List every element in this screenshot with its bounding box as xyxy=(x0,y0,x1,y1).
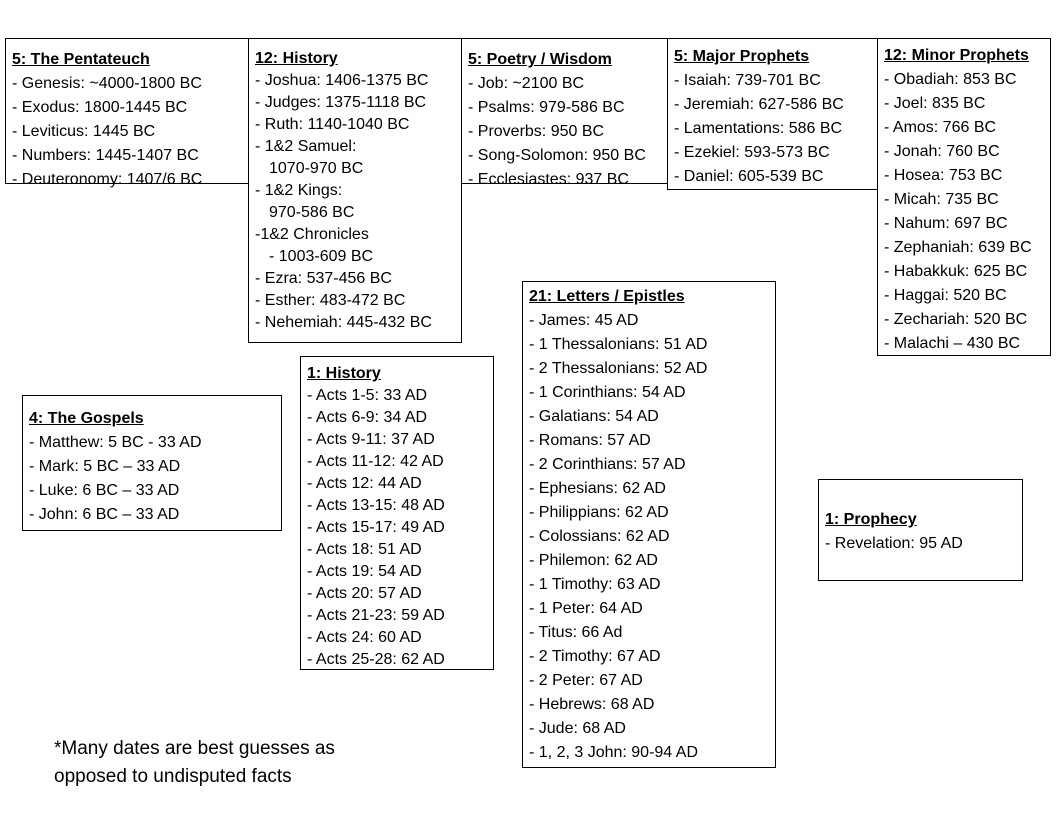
pentateuch-box xyxy=(5,38,249,188)
list-item: - Daniel: 605-539 BC xyxy=(674,168,824,185)
minor-prophets-title: 12: Minor Prophets xyxy=(884,47,1029,64)
list-item: - 1&2 Samuel: xyxy=(255,138,357,155)
list-item: - Acts 9-11: 37 AD xyxy=(307,431,435,448)
list-item: - Haggai: 520 BC xyxy=(884,287,1007,304)
list-item: - Genesis: ~4000-1800 BC xyxy=(12,75,202,92)
list-item: - Malachi – 430 BC xyxy=(884,335,1021,352)
list-item: - Colossians: 62 AD xyxy=(529,528,670,545)
list-item: - 2 Corinthians: 57 AD xyxy=(529,456,686,473)
list-item: - Hebrews: 68 AD xyxy=(529,696,655,713)
list-item: - Lamentations: 586 BC xyxy=(674,120,843,137)
list-item: - 1&2 Kings: xyxy=(255,182,343,199)
list-item: - Revelation: 95 AD xyxy=(825,535,963,552)
list-item: - Micah: 735 BC xyxy=(884,191,999,208)
history-nt-title: 1: History xyxy=(307,365,381,382)
list-item: - Acts 12: 44 AD xyxy=(307,475,422,492)
list-item: - Acts 15-17: 49 AD xyxy=(307,519,445,536)
list-item: - Zephaniah: 639 BC xyxy=(884,239,1032,256)
list-item: - Acts 19: 54 AD xyxy=(307,563,422,580)
list-item: - Jude: 68 AD xyxy=(529,720,626,737)
list-item: - Acts 1-5: 33 AD xyxy=(307,387,428,404)
list-item: - Ezra: 537-456 BC xyxy=(255,270,392,287)
list-item: - Acts 6-9: 34 AD xyxy=(307,409,428,426)
list-item: - James: 45 AD xyxy=(529,312,639,329)
prophecy-box xyxy=(818,479,1023,581)
list-item: - 1 Thessalonians: 51 AD xyxy=(529,336,708,353)
list-item: - Romans: 57 AD xyxy=(529,432,651,449)
list-item: - Acts 21-23: 59 AD xyxy=(307,607,445,624)
list-item: -1&2 Chronicles xyxy=(255,226,369,243)
list-item: - Zechariah: 520 BC xyxy=(884,311,1028,328)
list-item: 1070-970 BC xyxy=(269,160,364,177)
list-item: - Philemon: 62 AD xyxy=(529,552,658,569)
list-item: - Acts 18: 51 AD xyxy=(307,541,422,558)
major-prophets-title: 5: Major Prophets xyxy=(674,48,810,65)
list-item: - 1, 2, 3 John: 90-94 AD xyxy=(529,744,698,761)
list-item: - Jeremiah: 627-586 BC xyxy=(674,96,844,113)
list-item: - Nehemiah: 445-432 BC xyxy=(255,314,432,331)
list-item: - Leviticus: 1445 BC xyxy=(12,123,156,140)
minor-prophets-box xyxy=(877,38,1051,356)
list-item: 970-586 BC xyxy=(269,204,355,221)
list-item: - Song-Solomon: 950 BC xyxy=(468,147,646,164)
list-item: - Ruth: 1140-1040 BC xyxy=(255,116,410,133)
list-item: - Habakkuk: 625 BC xyxy=(884,263,1028,280)
list-item: - 1 Timothy: 63 AD xyxy=(529,576,661,593)
list-item: - Isaiah: 739-701 BC xyxy=(674,72,821,89)
list-item: - Job: ~2100 BC xyxy=(468,75,585,92)
list-item: - Nahum: 697 BC xyxy=(884,215,1008,232)
list-item: - Jonah: 760 BC xyxy=(884,143,1000,160)
history-ot-box xyxy=(248,38,462,343)
history-ot-title: 12: History xyxy=(255,50,338,67)
pentateuch-title: 5: The Pentateuch xyxy=(12,51,150,68)
footnote-line-2: opposed to undisputed facts xyxy=(54,766,292,787)
poetry-box xyxy=(461,38,668,188)
list-item: - Judges: 1375-1118 BC xyxy=(255,94,427,111)
list-item: - Hosea: 753 BC xyxy=(884,167,1003,184)
list-item: - Ezekiel: 593-573 BC xyxy=(674,144,830,161)
list-item: - Amos: 766 BC xyxy=(884,119,997,136)
list-item: - John: 6 BC – 33 AD xyxy=(29,506,180,523)
list-item: - Ephesians: 62 AD xyxy=(529,480,666,497)
list-item: - Joshua: 1406-1375 BC xyxy=(255,72,429,89)
prophecy-title: 1: Prophecy xyxy=(825,511,917,528)
list-item: - Numbers: 1445-1407 BC xyxy=(12,147,199,164)
list-item: - Deuteronomy: 1407/6 BC xyxy=(12,171,203,188)
list-item: - Philippians: 62 AD xyxy=(529,504,669,521)
list-item: - Acts 24: 60 AD xyxy=(307,629,422,646)
list-item: - Proverbs: 950 BC xyxy=(468,123,605,140)
list-item: - 1 Corinthians: 54 AD xyxy=(529,384,686,401)
list-item: - 2 Peter: 67 AD xyxy=(529,672,643,689)
list-item: - Titus: 66 Ad xyxy=(529,624,623,641)
list-item: - Mark: 5 BC – 33 AD xyxy=(29,458,181,475)
poetry-title: 5: Poetry / Wisdom xyxy=(468,51,612,68)
list-item: - Acts 25-28: 62 AD xyxy=(307,651,445,668)
footnote xyxy=(54,735,335,791)
list-item: - 2 Timothy: 67 AD xyxy=(529,648,661,665)
list-item: - Ecclesiastes: 937 BC xyxy=(468,171,629,188)
list-item: - Matthew: 5 BC - 33 AD xyxy=(29,434,202,451)
list-item: - Luke: 6 BC – 33 AD xyxy=(29,482,180,499)
history-nt-box xyxy=(300,356,494,670)
major-prophets-box xyxy=(667,38,878,190)
list-item: - Psalms: 979-586 BC xyxy=(468,99,625,116)
list-item: - Galatians: 54 AD xyxy=(529,408,659,425)
list-item: - Acts 13-15: 48 AD xyxy=(307,497,445,514)
list-item: - Exodus: 1800-1445 BC xyxy=(12,99,188,116)
list-item: - 1003-609 BC xyxy=(269,248,374,265)
gospels-title: 4: The Gospels xyxy=(29,410,144,427)
list-item: - Acts 20: 57 AD xyxy=(307,585,422,602)
list-item: - Joel: 835 BC xyxy=(884,95,986,112)
footnote-line-1: *Many dates are best guesses as xyxy=(54,738,335,759)
list-item: - Obadiah: 853 BC xyxy=(884,71,1017,88)
letters-title: 21: Letters / Epistles xyxy=(529,288,685,305)
list-item: - 2 Thessalonians: 52 AD xyxy=(529,360,708,377)
letters-box xyxy=(522,281,776,768)
list-item: - Esther: 483-472 BC xyxy=(255,292,406,309)
gospels-box xyxy=(22,395,282,531)
list-item: - 1 Peter: 64 AD xyxy=(529,600,643,617)
list-item: - Acts 11-12: 42 AD xyxy=(307,453,444,470)
